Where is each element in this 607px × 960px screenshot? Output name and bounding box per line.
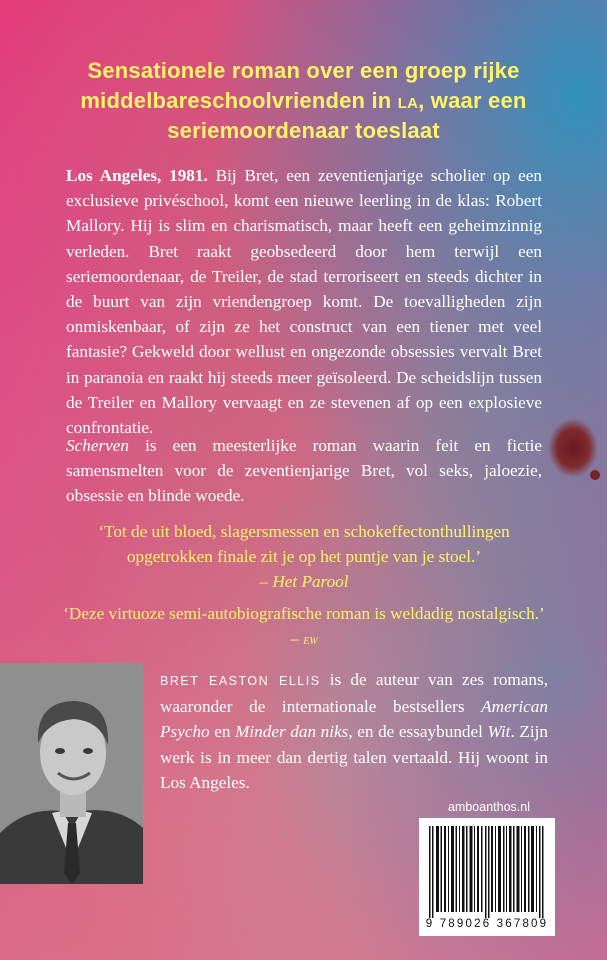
isbn-digits: 9 789026 367809 — [425, 918, 549, 930]
headline — [30, 56, 577, 146]
synopsis-text: Bij Bret, een zeventienjarige scholier op een exclusieve privéschool, komt een nieuwe leerling in de klas: Robert Mallory. Hij is slim en charismatisch, maar heeft een geheimzinnig verleden. Bret raakt geobsedeerd door hem terwijl een seriemoordenaar, de Treiler, de stad terroriseert en steeds dichter in de buurt van zijn vriendengroep komt. De toevalligheden zijn onmiskenbaar, of zijn ze het construct van een tiener met veel fantasie? Gekweld door wellust en ongezonde obsessies vervalt Bret in paranoia en raakt hij steeds meer geïsoleerd. De scheidslijn tussen de Treiler en Mallory vervaagt en ze stevenen af op een explosieve confrontatie. — [66, 166, 542, 438]
headline-line-2 — [30, 86, 577, 116]
book-title: Scherven — [66, 436, 129, 455]
author-photo — [0, 663, 143, 884]
blood-drop — [590, 470, 600, 480]
headline-line-2-start: middelbareschoolvrienden in — [80, 88, 398, 113]
praise-text: is een meesterlijke roman waarin feit en fictie samensmelten voor de zeventienjarige Bret, vol seks, jaloezie, obsessie en blinde woede. — [66, 436, 542, 506]
barcode — [419, 818, 555, 936]
publisher-website: amboanthos.nl — [447, 800, 530, 814]
praise-paragraph — [66, 433, 542, 509]
synopsis-lead: Los Angeles, 1981. — [66, 166, 208, 185]
review-source-line — [60, 569, 548, 594]
blood-stain — [548, 418, 598, 478]
author-bio — [160, 667, 548, 795]
book-title-american-psycho: American Psycho — [160, 697, 548, 742]
author-bio-text: en — [209, 722, 236, 742]
headline-la: la — [397, 88, 419, 113]
synopsis-paragraph — [66, 163, 542, 440]
headline-line-1: Sensationele roman over een groep rijke — [87, 58, 520, 83]
author-bio-text: , en de essaybundel — [348, 722, 488, 742]
review-source: Het Parool — [272, 572, 349, 592]
author-bio-text: is de auteur van zes romans, waaronder de internationale bestsellers — [160, 670, 549, 717]
review-dash: – — [259, 572, 273, 592]
review-quote-text: ‘Tot de uit bloed, slagersmessen en schokeffectonthullingen opgetrokken finale zit je op het puntje van je stoel.’ — [98, 522, 510, 567]
author-name: BRET EASTON ELLIS — [160, 674, 321, 688]
headline-line-2-end: , waar een — [418, 88, 527, 113]
review-quote-parool — [60, 519, 548, 595]
headline-line-3: seriemoordenaar toeslaat — [167, 118, 440, 143]
author-portrait-image — [0, 663, 143, 884]
review-quote-text: ‘Deze virtuoze semi-autobiografische roman is weldadig nostalgisch.’ – — [63, 604, 545, 649]
author-bio-text: . Zijn werk is in meer dan dertig talen vertaald. Hij woont in Los Angeles. — [160, 722, 548, 792]
review-source: ew — [303, 633, 318, 649]
book-title-minder-dan-niks: Minder dan niks — [235, 722, 349, 742]
book-title-wit: Wit — [487, 722, 511, 742]
review-quote-ew — [60, 601, 548, 653]
